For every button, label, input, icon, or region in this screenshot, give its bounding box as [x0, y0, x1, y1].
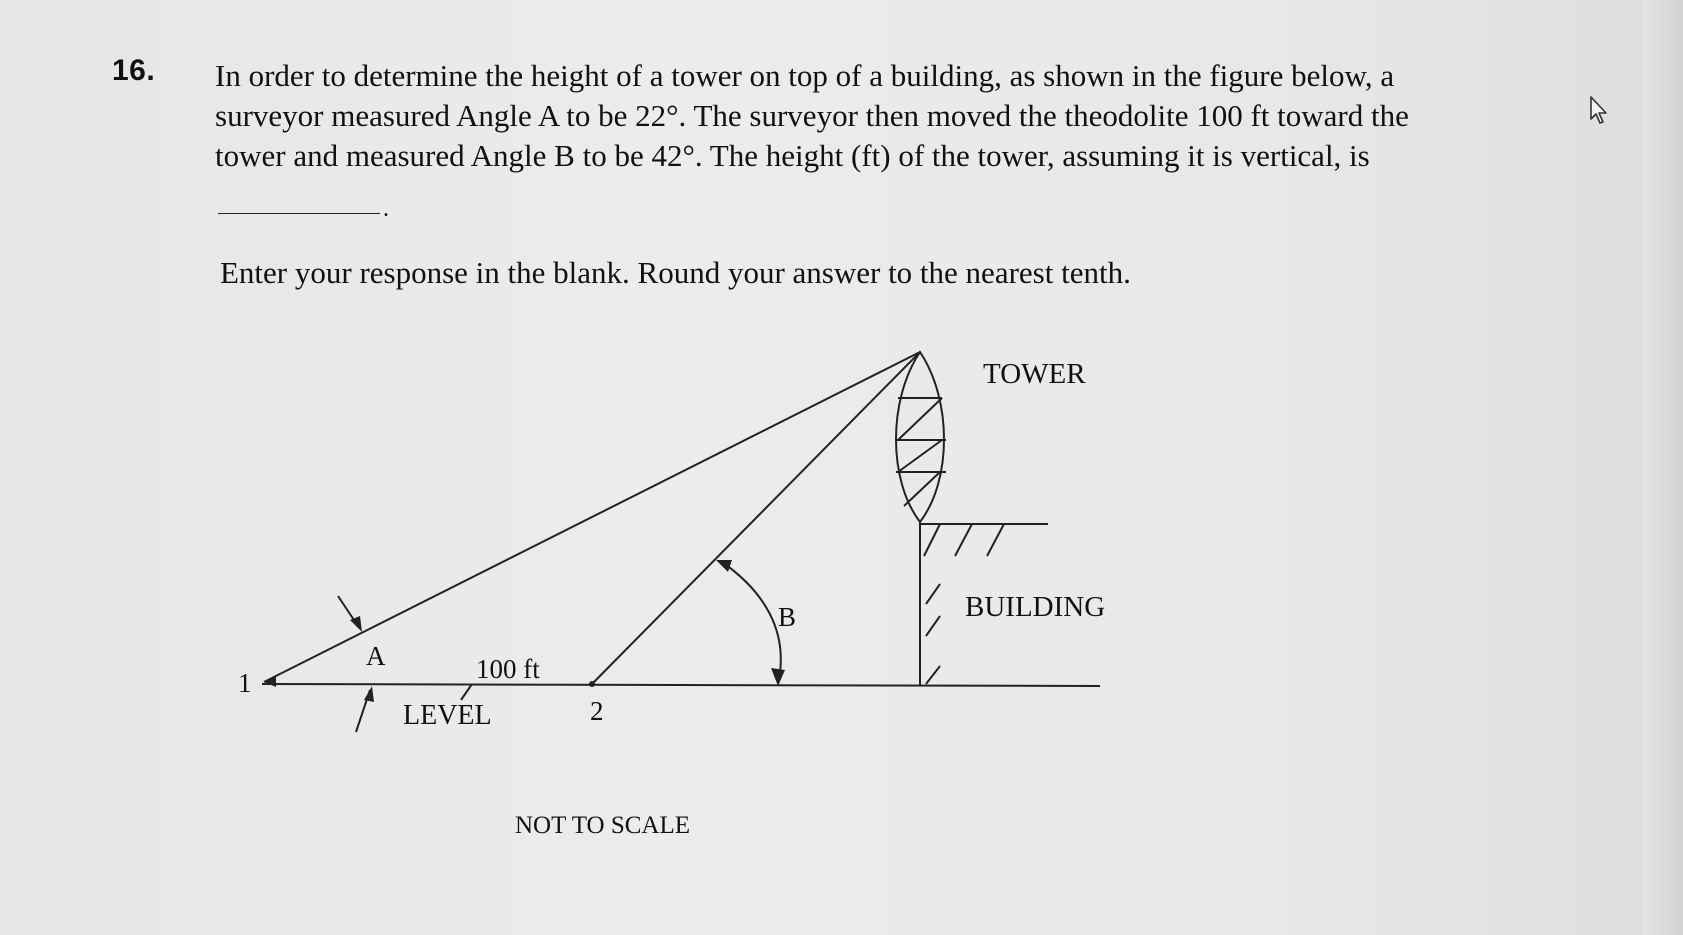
question-line-3: tower and measured Angle B to be 42°. The height (ft) of the tower, assuming it is vertical, is: [215, 138, 1370, 173]
angle-b-arrowhead-bottom: [771, 668, 785, 686]
not-to-scale-label: NOT TO SCALE: [515, 812, 691, 839]
blank-period: .: [383, 196, 389, 222]
angle-a-arrowhead-bottom: [364, 686, 374, 702]
sight-line-a: [264, 352, 920, 682]
angle-b-label: B: [778, 602, 797, 632]
question-line-2: surveyor measured Angle A to be 22°. The surveyor then moved the theodolite 100 ft toward the: [215, 98, 1409, 133]
point-2-marker: [589, 681, 595, 687]
tower-shape: [896, 352, 944, 522]
tower-label: TOWER: [983, 358, 1086, 390]
building-label: BUILDING: [965, 591, 1106, 623]
instruction-text: Enter your response in the blank. Round your answer to the nearest tenth.: [220, 255, 1131, 290]
angle-a-label: A: [366, 641, 386, 671]
question-line-1: In order to determine the height of a tower on top of a building, as shown in the figure below, a: [215, 58, 1395, 93]
question-number: 16.: [112, 54, 156, 87]
level-line: [262, 684, 1100, 686]
level-label: LEVEL: [403, 700, 492, 731]
point-2-label: 2: [590, 696, 604, 726]
angle-b-arc: [722, 562, 781, 684]
distance-label: 100 ft: [476, 654, 540, 684]
sight-line-b: [592, 352, 920, 684]
angle-b-arrowhead-top: [716, 560, 732, 572]
point-1-label: 1: [238, 668, 252, 698]
